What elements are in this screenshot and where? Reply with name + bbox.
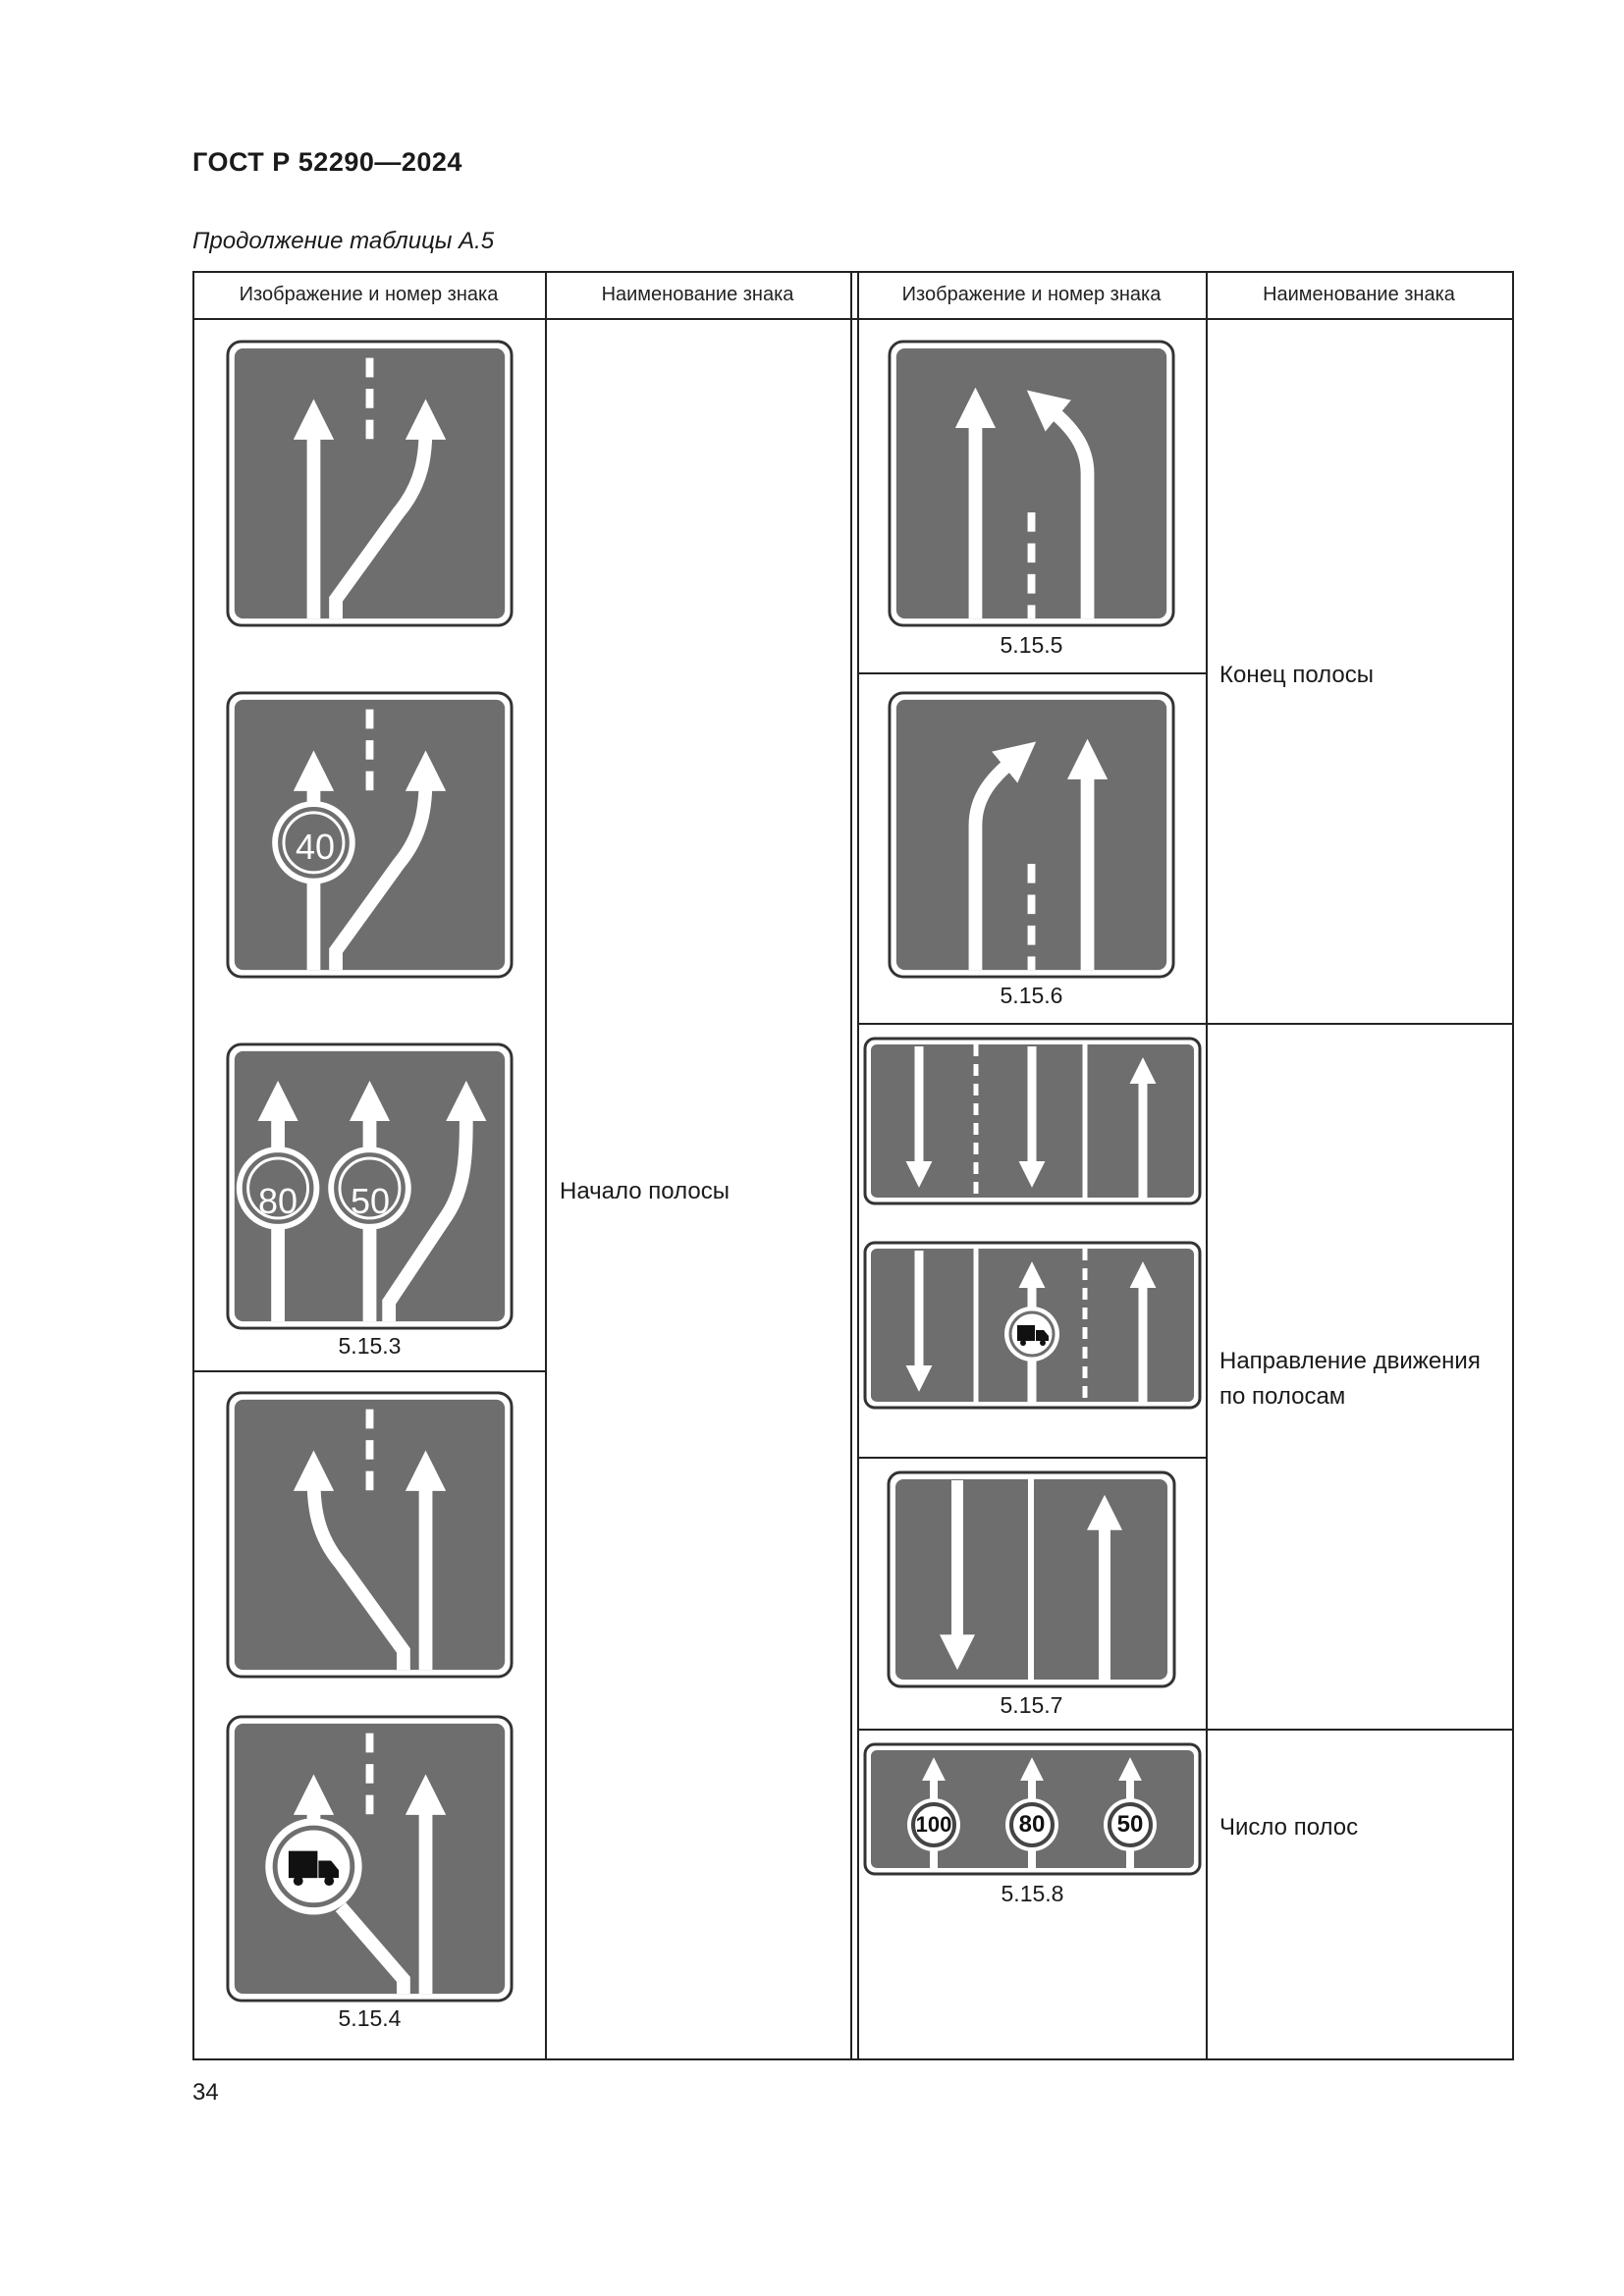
sign-speed-label: 100 xyxy=(915,1812,952,1837)
signs-table xyxy=(192,271,1514,2060)
sign-name-lane-count: Число полос xyxy=(1219,1814,1359,1841)
sign-lane-start-left xyxy=(225,1390,514,1680)
sign-name-line: по полосам xyxy=(1219,1383,1346,1410)
sign-code: 5.15.4 xyxy=(338,2005,402,2031)
sign-name-lane-end: Конец полосы xyxy=(1219,662,1375,688)
row-divider xyxy=(857,1023,1514,1025)
sign-speed-label: 40 xyxy=(295,827,336,867)
header-image-and-number: Изображение и номер знака xyxy=(239,283,499,305)
table-border-bottom xyxy=(192,2058,1514,2060)
sign-name-lane-direction xyxy=(1219,1344,1481,1415)
column-divider xyxy=(850,271,852,2060)
sign-lane-direction-truck xyxy=(863,1241,1202,1410)
table-border-left xyxy=(192,271,194,2060)
page-number: 34 xyxy=(192,2079,219,2106)
sign-code: 5.15.7 xyxy=(1000,1692,1063,1718)
sign-5-15-7 xyxy=(887,1470,1176,1688)
column-divider xyxy=(857,271,859,2060)
row-divider xyxy=(857,1457,1207,1459)
row-divider xyxy=(857,1729,1514,1731)
table-border-right xyxy=(1512,271,1514,2060)
table-caption: Продолжение таблицы А.5 xyxy=(192,228,495,254)
sign-code: 5.15.3 xyxy=(338,1333,402,1359)
sign-5-15-5 xyxy=(887,339,1176,628)
sign-speed-label: 80 xyxy=(1018,1811,1046,1838)
header-sign-name: Наименование знака xyxy=(601,283,794,305)
sign-name-line: Направление движения xyxy=(1219,1348,1481,1374)
sign-name-lane-start: Начало полосы xyxy=(560,1178,730,1204)
sign-speed-label: 50 xyxy=(1116,1811,1144,1838)
header-divider xyxy=(192,318,1514,320)
sign-code: 5.15.5 xyxy=(1000,632,1063,658)
row-divider xyxy=(857,672,1207,674)
column-divider xyxy=(1206,271,1208,2060)
sign-code: 5.15.6 xyxy=(1000,983,1063,1008)
header-sign-name: Наименование знака xyxy=(1263,283,1455,305)
document-title: ГОСТ Р 52290—2024 xyxy=(192,147,462,177)
sign-5-15-6 xyxy=(887,690,1176,980)
sign-lane-start-right xyxy=(225,339,514,628)
sign-lane-direction-three xyxy=(863,1037,1202,1205)
row-divider xyxy=(192,1370,546,1372)
header-image-and-number: Изображение и номер знака xyxy=(901,283,1162,305)
sign-speed-label: 80 xyxy=(257,1181,298,1221)
sign-lane-start-speed-40 xyxy=(225,690,514,980)
sign-5-15-4 xyxy=(225,1714,514,2003)
sign-speed-label: 50 xyxy=(350,1181,391,1221)
column-divider xyxy=(545,271,547,2060)
sign-code: 5.15.8 xyxy=(1001,1881,1064,1906)
